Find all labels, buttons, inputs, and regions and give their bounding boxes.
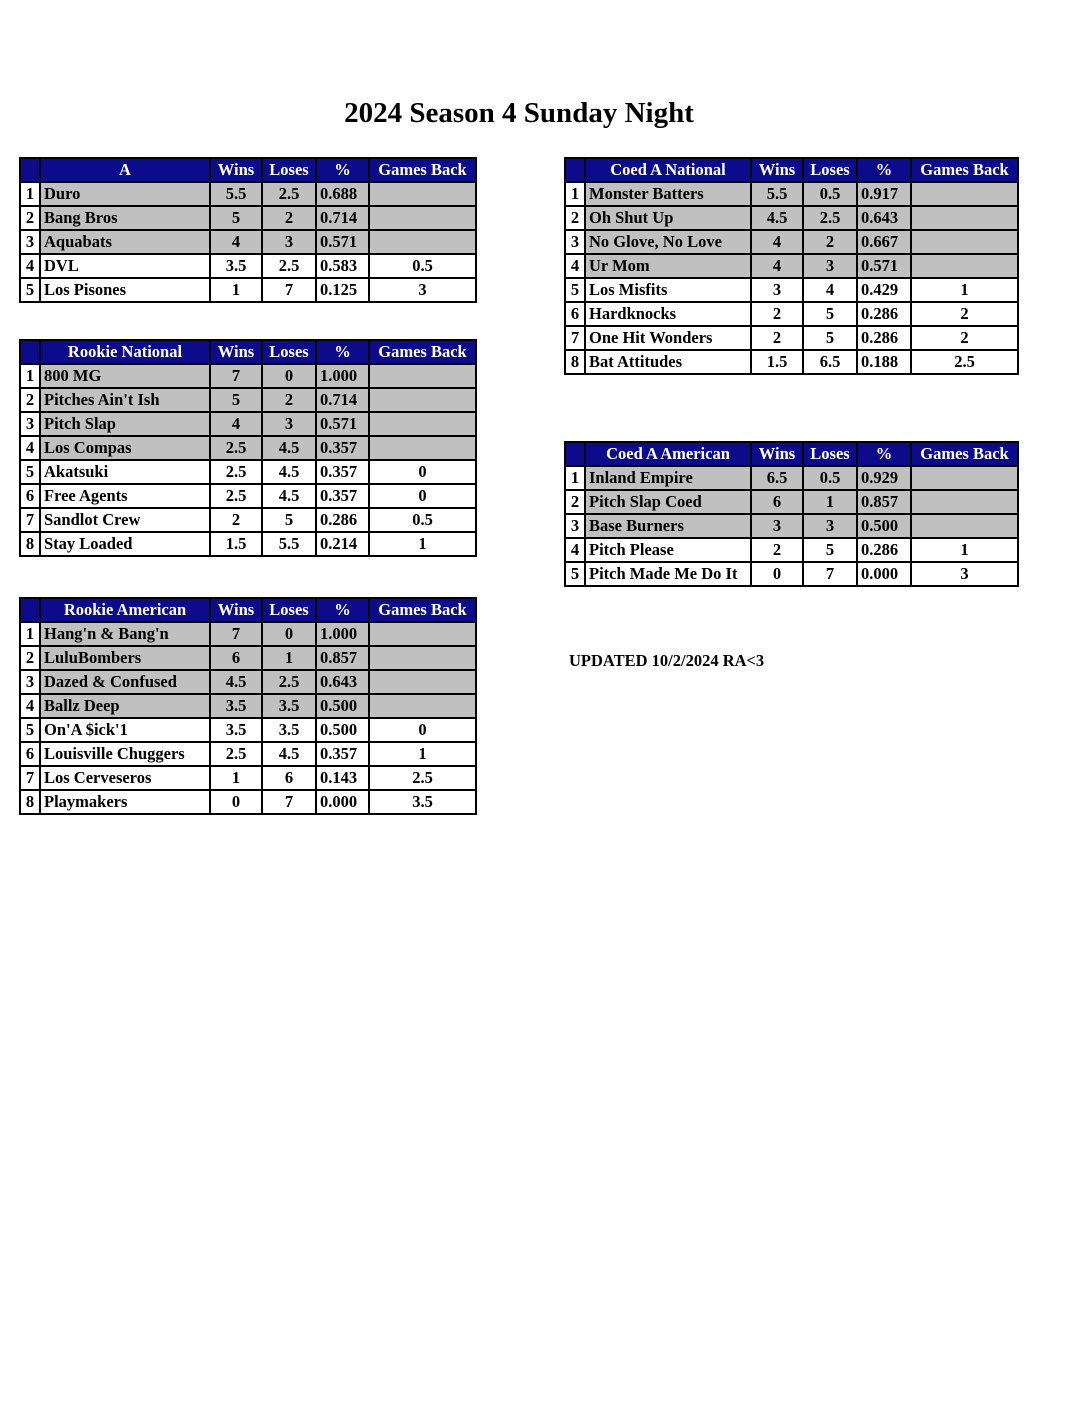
- seed-cell: 2: [20, 388, 40, 412]
- table-row: [565, 302, 1018, 326]
- wins-cell: 7: [210, 622, 262, 646]
- table-row: [20, 742, 476, 766]
- wins-cell: 0: [751, 562, 803, 586]
- seed-cell: 5: [20, 278, 40, 302]
- loses-cell: 5: [803, 326, 857, 350]
- games-back-cell: [369, 622, 476, 646]
- loses-cell: 7: [262, 278, 316, 302]
- loses-cell: 5.5: [262, 532, 316, 556]
- seed-cell: 2: [20, 206, 40, 230]
- seed-cell: 4: [20, 694, 40, 718]
- team-name-cell: Pitch Slap Coed: [585, 490, 751, 514]
- loses-cell: 6.5: [803, 350, 857, 374]
- team-name-cell: Sandlot Crew: [40, 508, 210, 532]
- wins-cell: 7: [210, 364, 262, 388]
- loses-cell: 2: [262, 388, 316, 412]
- loses-header: Loses: [262, 158, 316, 182]
- table-header-row: [565, 442, 1018, 466]
- seed-cell: 6: [565, 302, 585, 326]
- pct-cell: 1.000: [316, 622, 369, 646]
- loses-cell: 3: [262, 412, 316, 436]
- games-back-cell: 0: [369, 484, 476, 508]
- seed-header: [20, 158, 40, 182]
- table-row: [565, 278, 1018, 302]
- table-row: [20, 532, 476, 556]
- pct-cell: 0.125: [316, 278, 369, 302]
- loses-cell: 4.5: [262, 484, 316, 508]
- pct-cell: 0.286: [857, 538, 911, 562]
- pct-cell: 0.929: [857, 466, 911, 490]
- wins-cell: 6.5: [751, 466, 803, 490]
- games-back-cell: [911, 514, 1018, 538]
- table-row: [565, 254, 1018, 278]
- pct-cell: 0.357: [316, 484, 369, 508]
- division-name: Rookie National: [40, 340, 210, 364]
- team-name-cell: Pitch Made Me Do It: [585, 562, 751, 586]
- loses-cell: 1: [803, 490, 857, 514]
- games-back-cell: [369, 364, 476, 388]
- wins-cell: 4: [751, 254, 803, 278]
- wins-cell: 1: [210, 278, 262, 302]
- team-name-cell: Dazed & Confused: [40, 670, 210, 694]
- games-back-cell: 0: [369, 718, 476, 742]
- games-back-cell: 3: [369, 278, 476, 302]
- table-row: [20, 622, 476, 646]
- games-back-cell: [369, 388, 476, 412]
- team-name-cell: Free Agents: [40, 484, 210, 508]
- games-back-cell: 1: [369, 532, 476, 556]
- loses-cell: 0: [262, 622, 316, 646]
- loses-cell: 7: [803, 562, 857, 586]
- seed-cell: 3: [20, 670, 40, 694]
- loses-cell: 2.5: [803, 206, 857, 230]
- pct-cell: 0.500: [857, 514, 911, 538]
- team-name-cell: Akatsuki: [40, 460, 210, 484]
- games-back-cell: [911, 254, 1018, 278]
- wins-cell: 5: [210, 206, 262, 230]
- table-row: [565, 326, 1018, 350]
- loses-cell: 3: [262, 230, 316, 254]
- pct-cell: 0.188: [857, 350, 911, 374]
- pct-cell: 0.500: [316, 694, 369, 718]
- seed-cell: 6: [20, 484, 40, 508]
- loses-header: Loses: [803, 442, 857, 466]
- seed-cell: 1: [20, 364, 40, 388]
- wins-cell: 1.5: [210, 532, 262, 556]
- table-row: [565, 562, 1018, 586]
- loses-header: Loses: [803, 158, 857, 182]
- loses-cell: 0: [262, 364, 316, 388]
- games-back-cell: [369, 206, 476, 230]
- games-back-cell: [369, 694, 476, 718]
- loses-cell: 0.5: [803, 466, 857, 490]
- seed-cell: 3: [565, 514, 585, 538]
- games-back-cell: 2: [911, 326, 1018, 350]
- team-name-cell: Los Cerveseros: [40, 766, 210, 790]
- games-back-cell: 1: [911, 278, 1018, 302]
- games-back-header: Games Back: [369, 340, 476, 364]
- wins-cell: 2: [210, 508, 262, 532]
- wins-cell: 1.5: [751, 350, 803, 374]
- games-back-cell: [911, 466, 1018, 490]
- team-name-cell: Bat Attitudes: [585, 350, 751, 374]
- team-name-cell: Los Pisones: [40, 278, 210, 302]
- wins-cell: 5.5: [210, 182, 262, 206]
- pct-cell: 0.286: [857, 302, 911, 326]
- loses-cell: 2.5: [262, 182, 316, 206]
- loses-cell: 6: [262, 766, 316, 790]
- games-back-header: Games Back: [369, 158, 476, 182]
- pct-cell: 0.857: [316, 646, 369, 670]
- games-back-cell: 2.5: [911, 350, 1018, 374]
- pct-cell: 0.357: [316, 460, 369, 484]
- table-row: [20, 670, 476, 694]
- pct-cell: 0.286: [316, 508, 369, 532]
- table-row: [20, 278, 476, 302]
- games-back-cell: [911, 206, 1018, 230]
- wins-cell: 1: [210, 766, 262, 790]
- loses-cell: 2.5: [262, 670, 316, 694]
- team-name-cell: Oh Shut Up: [585, 206, 751, 230]
- team-name-cell: Duro: [40, 182, 210, 206]
- games-back-cell: 0: [369, 460, 476, 484]
- table-row: [20, 718, 476, 742]
- team-name-cell: Pitches Ain't Ish: [40, 388, 210, 412]
- team-name-cell: On'A $ick'1: [40, 718, 210, 742]
- pct-header: %: [316, 598, 369, 622]
- table-row: [565, 230, 1018, 254]
- table-header-row: [20, 158, 476, 182]
- wins-cell: 3: [751, 278, 803, 302]
- games-back-cell: [911, 230, 1018, 254]
- table-row: [565, 206, 1018, 230]
- wins-cell: 2.5: [210, 436, 262, 460]
- team-name-cell: Los Misfits: [585, 278, 751, 302]
- loses-cell: 4.5: [262, 436, 316, 460]
- pct-cell: 0.000: [316, 790, 369, 814]
- table-row: [20, 460, 476, 484]
- team-name-cell: Ur Mom: [585, 254, 751, 278]
- pct-cell: 0.214: [316, 532, 369, 556]
- wins-cell: 3: [751, 514, 803, 538]
- games-back-cell: 2: [911, 302, 1018, 326]
- loses-cell: 2: [803, 230, 857, 254]
- games-back-cell: [369, 436, 476, 460]
- division-name: A: [40, 158, 210, 182]
- seed-cell: 1: [565, 182, 585, 206]
- pct-cell: 0.714: [316, 388, 369, 412]
- loses-header: Loses: [262, 340, 316, 364]
- loses-cell: 5: [803, 302, 857, 326]
- table-row: [20, 646, 476, 670]
- wins-cell: 2.5: [210, 484, 262, 508]
- team-name-cell: Hang'n & Bang'n: [40, 622, 210, 646]
- pct-cell: 0.857: [857, 490, 911, 514]
- wins-cell: 3.5: [210, 694, 262, 718]
- pct-cell: 0.667: [857, 230, 911, 254]
- seed-cell: 4: [565, 254, 585, 278]
- team-name-cell: Louisville Chuggers: [40, 742, 210, 766]
- seed-cell: 4: [20, 436, 40, 460]
- table-row: [20, 388, 476, 412]
- games-back-cell: [369, 412, 476, 436]
- team-name-cell: Hardknocks: [585, 302, 751, 326]
- team-name-cell: Pitch Slap: [40, 412, 210, 436]
- loses-cell: 3: [803, 254, 857, 278]
- games-back-cell: [369, 646, 476, 670]
- loses-cell: 2: [262, 206, 316, 230]
- seed-cell: 7: [565, 326, 585, 350]
- table-row: [20, 182, 476, 206]
- seed-cell: 1: [20, 182, 40, 206]
- table-row: [20, 508, 476, 532]
- wins-cell: 4.5: [210, 670, 262, 694]
- loses-cell: 3: [803, 514, 857, 538]
- loses-cell: 1: [262, 646, 316, 670]
- team-name-cell: Ballz Deep: [40, 694, 210, 718]
- games-back-cell: [369, 670, 476, 694]
- table-row: [20, 230, 476, 254]
- team-name-cell: Bang Bros: [40, 206, 210, 230]
- seed-cell: 4: [565, 538, 585, 562]
- games-back-cell: [369, 230, 476, 254]
- wins-cell: 5: [210, 388, 262, 412]
- loses-cell: 4.5: [262, 460, 316, 484]
- wins-header: Wins: [210, 340, 262, 364]
- pct-cell: 0.583: [316, 254, 369, 278]
- pct-cell: 0.357: [316, 436, 369, 460]
- division-name: Coed A American: [585, 442, 751, 466]
- loses-cell: 7: [262, 790, 316, 814]
- wins-cell: 3.5: [210, 254, 262, 278]
- wins-cell: 4: [210, 230, 262, 254]
- table-row: [565, 350, 1018, 374]
- seed-cell: 3: [565, 230, 585, 254]
- table-row: [20, 694, 476, 718]
- wins-cell: 6: [210, 646, 262, 670]
- table-row: [20, 364, 476, 388]
- games-back-header: Games Back: [911, 442, 1018, 466]
- table-row: [20, 436, 476, 460]
- seed-cell: 8: [565, 350, 585, 374]
- standings-table-coed-a-american: [564, 441, 1019, 587]
- table-header-row: [20, 598, 476, 622]
- games-back-cell: 3.5: [369, 790, 476, 814]
- pct-cell: 0.571: [316, 230, 369, 254]
- team-name-cell: LuluBombers: [40, 646, 210, 670]
- pct-cell: 0.143: [316, 766, 369, 790]
- table-row: [20, 412, 476, 436]
- table-row: [565, 490, 1018, 514]
- seed-header: [565, 158, 585, 182]
- loses-cell: 5: [803, 538, 857, 562]
- table-row: [565, 514, 1018, 538]
- table-row: [20, 254, 476, 278]
- division-name: Coed A National: [585, 158, 751, 182]
- games-back-cell: 2.5: [369, 766, 476, 790]
- wins-cell: 4: [210, 412, 262, 436]
- games-back-cell: [911, 182, 1018, 206]
- games-back-cell: 1: [369, 742, 476, 766]
- wins-cell: 6: [751, 490, 803, 514]
- seed-cell: 8: [20, 790, 40, 814]
- wins-cell: 2.5: [210, 460, 262, 484]
- team-name-cell: Los Compas: [40, 436, 210, 460]
- pct-cell: 1.000: [316, 364, 369, 388]
- table-header-row: [565, 158, 1018, 182]
- pct-cell: 0.286: [857, 326, 911, 350]
- team-name-cell: Aquabats: [40, 230, 210, 254]
- games-back-header: Games Back: [369, 598, 476, 622]
- page-title: 2024 Season 4 Sunday Night: [344, 97, 694, 129]
- wins-cell: 5.5: [751, 182, 803, 206]
- games-back-cell: 1: [911, 538, 1018, 562]
- seed-header: [565, 442, 585, 466]
- seed-cell: 5: [20, 718, 40, 742]
- team-name-cell: One Hit Wonders: [585, 326, 751, 350]
- seed-cell: 2: [565, 206, 585, 230]
- table-row: [565, 466, 1018, 490]
- pct-cell: 0.688: [316, 182, 369, 206]
- table-row: [20, 790, 476, 814]
- pct-header: %: [316, 340, 369, 364]
- table-row: [565, 182, 1018, 206]
- pct-cell: 0.714: [316, 206, 369, 230]
- standings-table-coed-a-national: [564, 157, 1019, 375]
- pct-header: %: [857, 442, 911, 466]
- pct-cell: 0.643: [316, 670, 369, 694]
- seed-cell: 3: [20, 230, 40, 254]
- games-back-cell: 3: [911, 562, 1018, 586]
- pct-cell: 0.643: [857, 206, 911, 230]
- loses-cell: 2.5: [262, 254, 316, 278]
- seed-cell: 5: [565, 278, 585, 302]
- loses-header: Loses: [262, 598, 316, 622]
- pct-cell: 0.571: [316, 412, 369, 436]
- wins-cell: 3.5: [210, 718, 262, 742]
- team-name-cell: DVL: [40, 254, 210, 278]
- loses-cell: 0.5: [803, 182, 857, 206]
- wins-header: Wins: [751, 158, 803, 182]
- wins-header: Wins: [210, 598, 262, 622]
- pct-header: %: [857, 158, 911, 182]
- games-back-cell: [369, 182, 476, 206]
- seed-cell: 1: [20, 622, 40, 646]
- seed-cell: 4: [20, 254, 40, 278]
- table-row: [20, 766, 476, 790]
- seed-cell: 2: [20, 646, 40, 670]
- pct-cell: 0.500: [316, 718, 369, 742]
- division-name: Rookie American: [40, 598, 210, 622]
- team-name-cell: No Glove, No Love: [585, 230, 751, 254]
- team-name-cell: Playmakers: [40, 790, 210, 814]
- wins-cell: 2: [751, 326, 803, 350]
- team-name-cell: Stay Loaded: [40, 532, 210, 556]
- wins-cell: 4: [751, 230, 803, 254]
- loses-cell: 3.5: [262, 694, 316, 718]
- wins-header: Wins: [751, 442, 803, 466]
- standings-table-rookie-american: [19, 597, 477, 815]
- team-name-cell: Inland Empire: [585, 466, 751, 490]
- seed-cell: 3: [20, 412, 40, 436]
- updated-note: UPDATED 10/2/2024 RA<3: [569, 651, 765, 670]
- loses-cell: 4.5: [262, 742, 316, 766]
- loses-cell: 4: [803, 278, 857, 302]
- pct-header: %: [316, 158, 369, 182]
- seed-cell: 7: [20, 508, 40, 532]
- seed-cell: 2: [565, 490, 585, 514]
- team-name-cell: Monster Batters: [585, 182, 751, 206]
- pct-cell: 0.571: [857, 254, 911, 278]
- seed-cell: 5: [565, 562, 585, 586]
- team-name-cell: 800 MG: [40, 364, 210, 388]
- games-back-cell: 0.5: [369, 508, 476, 532]
- team-name-cell: Pitch Please: [585, 538, 751, 562]
- pct-cell: 0.357: [316, 742, 369, 766]
- games-back-cell: 0.5: [369, 254, 476, 278]
- seed-cell: 6: [20, 742, 40, 766]
- seed-cell: 7: [20, 766, 40, 790]
- wins-header: Wins: [210, 158, 262, 182]
- pct-cell: 0.000: [857, 562, 911, 586]
- seed-cell: 1: [565, 466, 585, 490]
- team-name-cell: Base Burners: [585, 514, 751, 538]
- pct-cell: 0.917: [857, 182, 911, 206]
- standings-table-a: [19, 157, 477, 303]
- table-row: [565, 538, 1018, 562]
- wins-cell: 2: [751, 538, 803, 562]
- pct-cell: 0.429: [857, 278, 911, 302]
- wins-cell: 2: [751, 302, 803, 326]
- games-back-header: Games Back: [911, 158, 1018, 182]
- table-header-row: [20, 340, 476, 364]
- loses-cell: 3.5: [262, 718, 316, 742]
- table-row: [20, 484, 476, 508]
- loses-cell: 5: [262, 508, 316, 532]
- seed-cell: 5: [20, 460, 40, 484]
- wins-cell: 2.5: [210, 742, 262, 766]
- wins-cell: 4.5: [751, 206, 803, 230]
- standings-table-rookie-national: [19, 339, 477, 557]
- table-row: [20, 206, 476, 230]
- wins-cell: 0: [210, 790, 262, 814]
- seed-cell: 8: [20, 532, 40, 556]
- seed-header: [20, 340, 40, 364]
- seed-header: [20, 598, 40, 622]
- games-back-cell: [911, 490, 1018, 514]
